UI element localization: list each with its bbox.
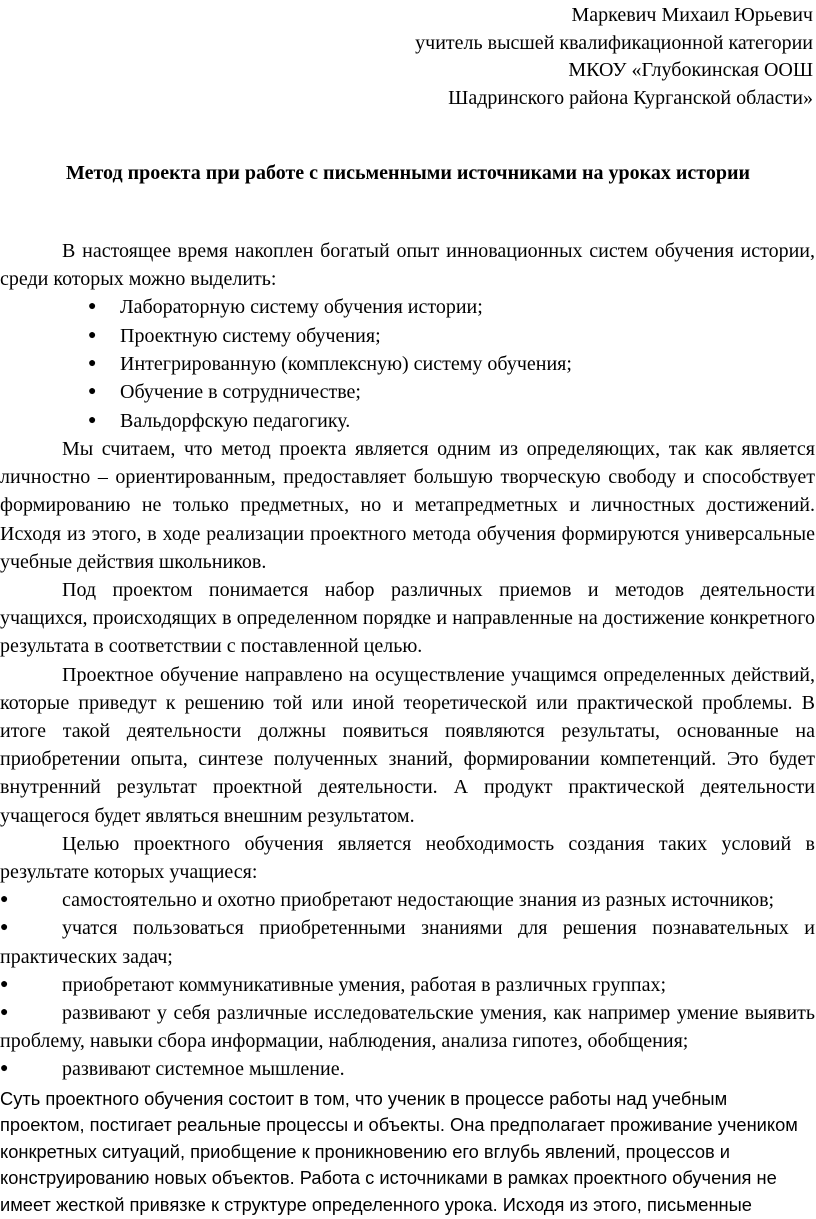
bullet-icon: ●: [0, 892, 9, 908]
author-school-line-2: Шадринского района Курганской области»: [448, 86, 813, 109]
intro-paragraph: В настоящее время накоплен богатый опыт инновационных систем обучения истории, среди которых можно выделить:: [0, 240, 815, 291]
paragraph-project-learning: Проектное обучение направлено на осуществление учащимся определенных действий, которые приведут к решению той или иной теоретической или практической проблемы. В итоге такой деятельности должны появиться появляются результаты, основанные на приобретении опыта, синтезе полученных знаний, формировании компетенций. Это будет внутренний результат проектной деятельности. А продукт практической деятельности учащегося будет являться внешним результатом.: [0, 663, 815, 827]
bullet-icon: ●: [88, 384, 97, 400]
author-school-line-1: МКОУ «Глубокинская ООШ: [568, 59, 813, 81]
paragraph-project-definition: Под проектом понимается набор различных приемов и методов деятельности учащихся, происходящих в определенном порядке и направленные на достижение конкретного результата в соответствии с поставленной целью.: [0, 578, 815, 658]
bullet-icon: ●: [0, 920, 9, 936]
list-item: ● Вальдорфскую педагогику.: [0, 407, 815, 435]
list-item: ● приобретают коммуникативные умения, работая в различных группах;: [0, 971, 815, 999]
bullet-icon: ●: [88, 327, 97, 343]
systems-list: [0, 293, 815, 434]
author-block: [415, 2, 813, 112]
bullet-icon: ●: [0, 1004, 9, 1020]
list-item: ● Лабораторную систему обучения истории;: [0, 293, 815, 321]
bullet-icon: ●: [0, 976, 9, 992]
list-item: ● Проектную систему обучения;: [0, 322, 815, 350]
list-item: ● развивают системное мышление.: [0, 1055, 815, 1083]
bullet-icon: ●: [88, 356, 97, 371]
list-item: ● развивают у себя различные исследовательские умения, как например умение выявить проблему, навыки сбора информации, наблюдения, анализа гипотез, обобщения;: [0, 999, 815, 1055]
bullet-icon: ●: [88, 412, 97, 428]
list-item: ● Интегрированную (комплексную) систему обучения;: [0, 350, 815, 378]
list-item: ● учатся пользоваться приобретенными знаниями для решения познавательных и практических задач;: [0, 914, 815, 970]
bullet-icon: ●: [0, 1061, 9, 1077]
document-body: [0, 237, 815, 1219]
author-name: Маркевич Михаил Юрьевич: [571, 4, 813, 26]
paragraph-goal: Целью проектного обучения является необходимость создания таких условий в результате которых учащиеся:: [0, 832, 815, 883]
bullet-icon: ●: [88, 299, 97, 315]
author-position: учитель высшей квалификационной категории: [415, 31, 813, 54]
goals-list: [0, 886, 815, 1083]
list-item: ● самостоятельно и охотно приобретают недостающие знания из разных источников;: [0, 886, 815, 914]
document-title: Метод проекта при работе с письменными источниками на уроках истории: [66, 162, 750, 184]
paragraph-essence: Суть проектного обучения состоит в том, что ученик в процессе работы над учебным проектом, постигает реальные процессы и объекты. Она предполагает проживание учеником конкретных ситуаций, приобщение к проникновению его вглубь явлений, процессов и конструированию новых объектов. Работа с источниками в рамках проектного обучения не имеет жесткой привязке к структуре определенного урока. Исходя из этого, письменные: [0, 1087, 798, 1215]
list-item: ● Обучение в сотрудничестве;: [0, 378, 815, 406]
paragraph-method: Мы считаем, что метод проекта является одним из определяющих, так как является личностно – ориентированным, предоставляет большую творческую свободу и способствует формированию не только предметных, но и метапредметных и личностных достижений. Исходя из этого, в ходе реализации проектного метода обучения формируются универсальные учебные действия школьников.: [0, 437, 815, 573]
